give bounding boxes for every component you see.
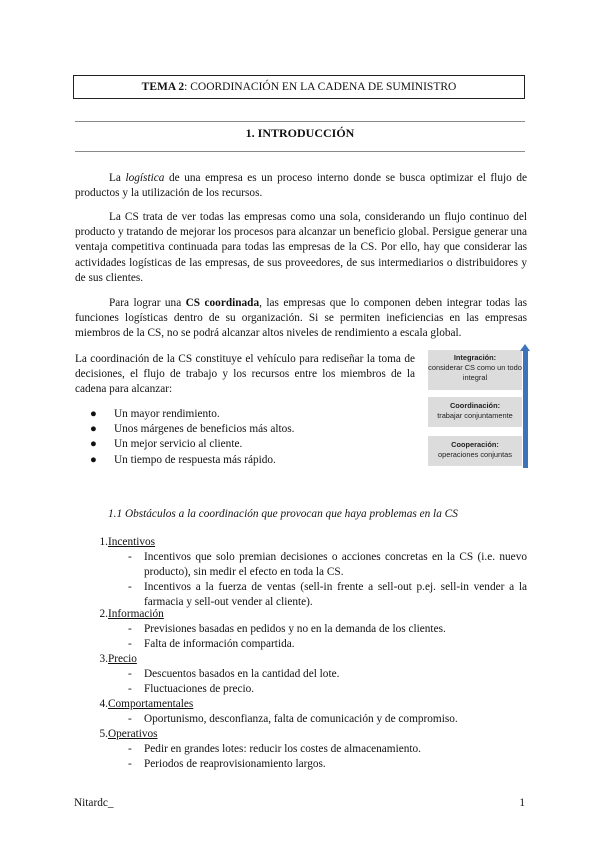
bullet-text: Un mejor servicio al cliente. — [114, 438, 243, 451]
paragraph-4: La coordinación de la CS constituye el vehículo para rediseñar la toma de decisiones, el flujo de trabajo y los recursos entre los miembros de la cadena para alcanzar: — [75, 353, 415, 396]
dash-mark: - — [128, 713, 132, 725]
obstacle-name: Operativos — [108, 728, 158, 740]
obstacle-item: Periodos de reaprovisionamiento largos. — [144, 758, 326, 770]
obstacle-5 — [75, 727, 158, 742]
dash-mark: - — [128, 743, 132, 755]
dash-mark: - — [128, 581, 132, 593]
obstacle-num: 3. — [99, 653, 108, 665]
obstacle-num: 5. — [99, 728, 108, 740]
dash-mark: - — [128, 758, 132, 770]
dash-mark: - — [128, 551, 132, 563]
diagram-box-coordinacion — [428, 397, 522, 427]
obstacle-num: 4. — [99, 698, 108, 710]
diagram-box-text: considerar CS como un todo integral — [428, 363, 522, 382]
obstacle-item: Incentivos a la fuerza de ventas (sell-in frente a sell-out p.ej. sell-in vender a la farmacia y sell-out vender al cliente). — [144, 581, 527, 609]
bullet-dot: ● — [90, 408, 97, 420]
p1-b: de una empresa es un proceso interno donde se busca optimizar el flujo de productos y la utilización de los recursos. — [75, 172, 527, 200]
footer-author: Nitardc_ — [74, 797, 114, 809]
bullet-text: Unos márgenes de beneficios más altos. — [114, 423, 295, 436]
title-rest: : COORDINACIÓN EN LA CADENA DE SUMINISTRO — [184, 81, 457, 93]
divider-bottom — [75, 151, 525, 152]
bullet-text: Un tiempo de respuesta más rápido. — [114, 453, 276, 466]
paragraph-2: La CS trata de ver todas las empresas como una sola, considerando un flujo continuo del producto y tratando de mejorar los procesos para alcanzar un beneficio global. Persigue generar una ventaja competitiva continuada para todas las empresas de la CS. Por ello, hay que considerar las actividades logísticas de las empresas, de sus proveedores, de sus intermediarios o distribuidores y de sus clientes. — [75, 211, 527, 284]
list-item — [90, 437, 295, 452]
diagram-box-cooperacion — [428, 436, 522, 466]
obstacle-item: Pedir en grandes lotes: reducir los costes de almacenamiento. — [144, 743, 421, 755]
dash-mark: - — [128, 668, 132, 680]
coordination-diagram — [428, 346, 528, 468]
up-arrow-icon — [523, 350, 528, 468]
obstacle-name: Precio — [108, 653, 137, 665]
obstacle-2 — [75, 607, 164, 622]
p3-a: Para lograr una — [109, 297, 186, 309]
obstacle-item: Fluctuaciones de precio. — [144, 683, 255, 695]
subsection-heading: 1.1 Obstáculos a la coordinación que provocan que haya problemas en la CS — [108, 508, 458, 520]
list-item — [90, 453, 295, 468]
diagram-box-text: trabajar conjuntamente — [437, 411, 513, 420]
diagram-box-text: operaciones conjuntas — [438, 450, 512, 459]
obstacle-item: Previsiones basadas en pedidos y no en la demanda de los clientes. — [144, 623, 446, 635]
p3-b: , las empresas que lo componen deben integrar todas las funciones logísticas dentro de su organización. Si se permiten ineficiencias en las empresas miembros de la CS, no se podrá alcanzar altos niveles de rendimiento a escala global. — [75, 297, 527, 340]
diagram-box-title: Integración: — [453, 353, 497, 362]
obstacle-item: Falta de información compartida. — [144, 638, 295, 650]
paragraph-3 — [75, 296, 527, 342]
dash-mark: - — [128, 683, 132, 695]
p1-a: La — [109, 172, 126, 184]
bullet-dot: ● — [90, 438, 97, 451]
obstacle-item: Descuentos basados en la cantidad del lote. — [144, 668, 340, 680]
diagram-box-title: Cooperación: — [451, 440, 499, 449]
obstacle-3 — [75, 652, 137, 667]
obstacle-num: 2. — [99, 608, 108, 620]
section-heading: 1. INTRODUCCIÓN — [245, 126, 355, 140]
obstacle-1 — [75, 535, 155, 550]
obstacle-item: Oportunismo, desconfianza, falta de comunicación y de compromiso. — [144, 713, 458, 725]
p1-em: logística — [125, 172, 165, 184]
bullet-dot: ● — [90, 423, 97, 436]
obstacle-item: Incentivos que solo premian decisiones o acciones concretas en la CS (i.e. nuevo producto), sin medir el efecto en toda la CS. — [144, 551, 527, 579]
obstacle-name: Información — [108, 608, 164, 620]
bullet-text: Un mayor rendimiento. — [114, 408, 220, 420]
p3-strong: CS coordinada — [185, 297, 260, 309]
paragraph-1 — [75, 171, 527, 201]
diagram-box-integracion — [428, 350, 522, 390]
title-bold: TEMA 2 — [141, 81, 185, 93]
obstacle-4 — [75, 697, 193, 712]
bullet-dot: ● — [90, 453, 97, 466]
document-title — [73, 75, 525, 99]
obstacle-name: Comportamentales — [108, 698, 194, 710]
obstacle-num: 1. — [99, 536, 108, 548]
divider-top — [75, 121, 525, 122]
list-item — [90, 422, 295, 437]
bullet-list — [90, 407, 295, 468]
dash-mark: - — [128, 623, 132, 635]
diagram-box-title: Coordinación: — [449, 401, 501, 410]
list-item — [90, 407, 295, 422]
page-number: 1 — [519, 797, 525, 809]
dash-mark: - — [128, 638, 132, 650]
obstacle-name: Incentivos — [108, 536, 156, 548]
